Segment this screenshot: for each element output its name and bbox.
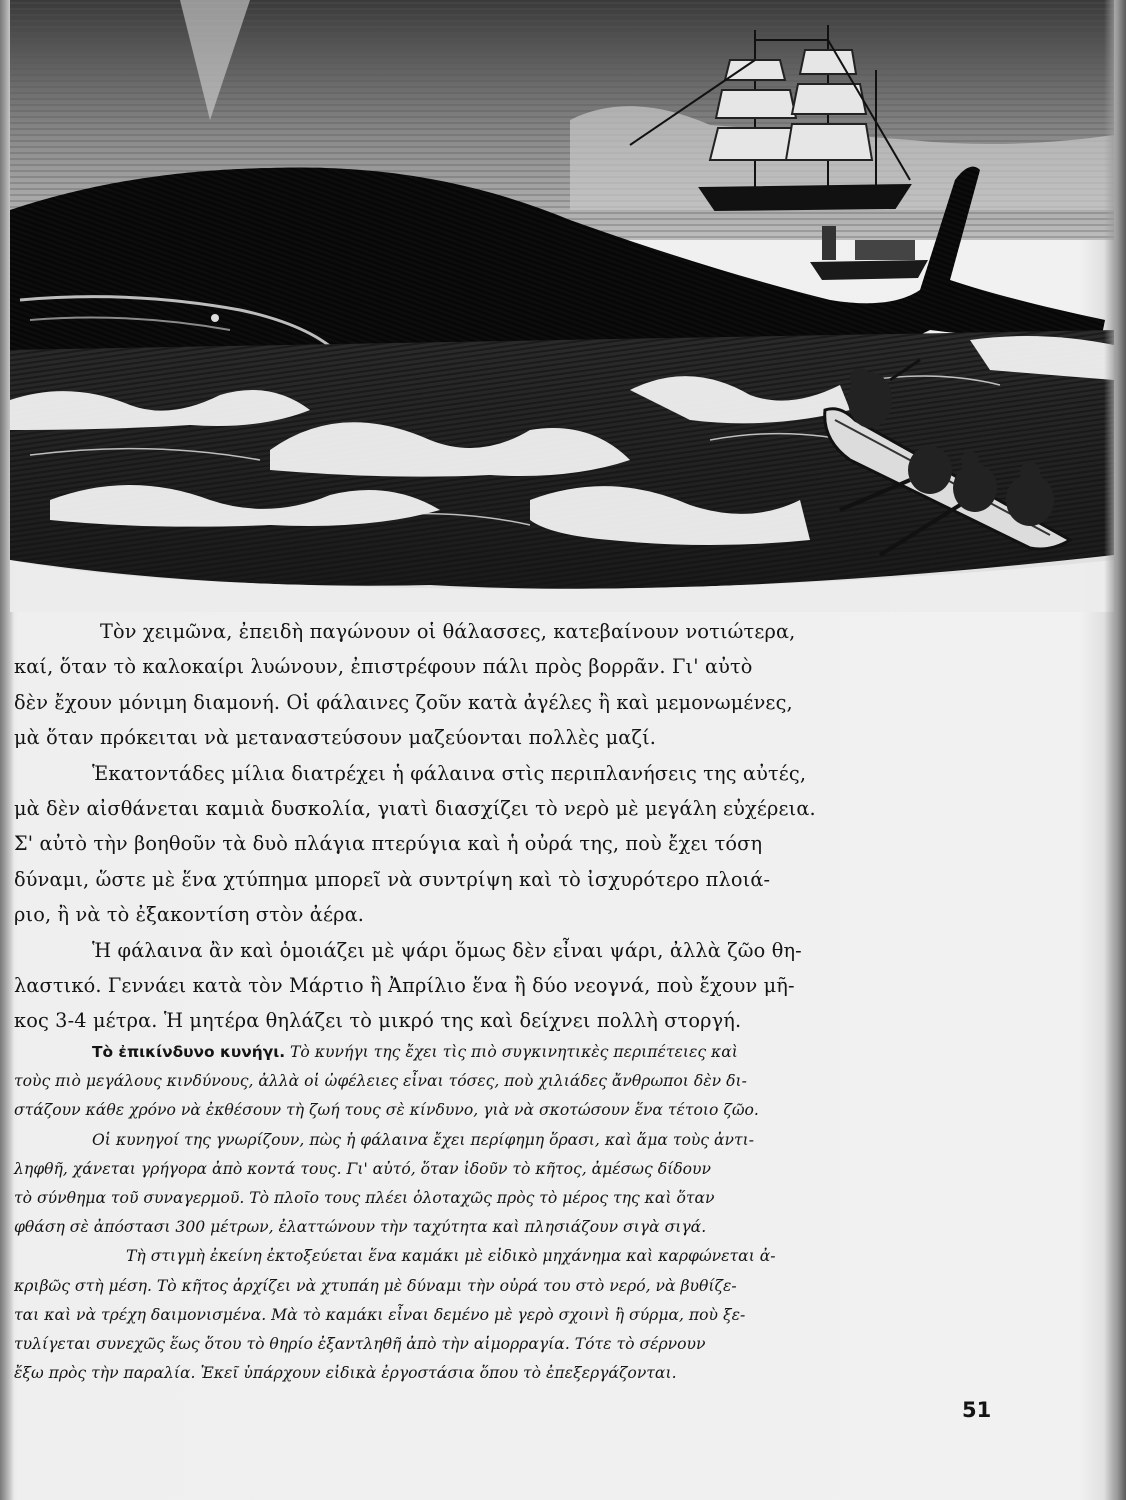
text-line: τοὺς πιὸ μεγάλους κινδύνους, ἀλλὰ οἱ ὠφέλειες εἶναι τόσες, ποὺ χιλιάδες ἄνθρωποι δὲν δι- <box>14 1072 747 1091</box>
text-line: Οἱ κυνηγοί της γνωρίζουν, πὼς ἡ φάλαινα ἔχει περίφημη ὅρασι, καὶ ἅμα τοὺς ἀντι- <box>92 1130 755 1149</box>
text-line: Ἑκατοντάδες μίλια διατρέχει ἡ φάλαινα στὶς περιπλανήσεις της αὐτές, <box>92 761 807 785</box>
engraving-drawing <box>10 0 1114 612</box>
paragraph-6 <box>14 1242 986 1388</box>
text-line <box>14 1038 986 1067</box>
text-line: τυλίγεται συνεχῶς ἕως ὅτου τὸ θηρίο ἐξαντληθῆ ἀπὸ τὴν αἱμορραγία. Τότε τὸ σέρνουν <box>14 1335 706 1354</box>
text-line: φθάση σὲ ἀπόστασι 300 μέτρων, ἐλαττώνουν τὴν ταχύτητα καὶ πλησιάζουν σιγὰ σιγά. <box>14 1218 707 1237</box>
paragraph-5 <box>14 1126 986 1243</box>
text-line: Ἡ φάλαινα ἂν καὶ ὁμοιάζει μὲ ψάρι ὅμως δὲν εἶναι ψάρι, ἀλλὰ ζῶο θη- <box>92 938 802 962</box>
main-text <box>14 612 986 1039</box>
text-line: κος 3-4 μέτρα. Ἡ μητέρα θηλάζει τὸ μικρό της καὶ δείχνει πολλὴ στοργή. <box>14 1009 742 1033</box>
section-heading: Τὸ ἐπικίνδυνο κυνήγι. <box>92 1043 286 1061</box>
paragraph-2 <box>14 756 986 933</box>
paragraph-1 <box>14 614 986 756</box>
text-line: μὰ δὲν αἰσθάνεται καμιὰ δυσκολία, γιατὶ διασχίζει τὸ νερὸ μὲ μεγάλη εὐχέρεια. <box>14 797 816 821</box>
paragraph-4 <box>14 1038 986 1126</box>
whale-hunt-illustration <box>10 0 1114 612</box>
text-line: δὲν ἔχουν μόνιμη διαμονή. Οἱ φάλαινες ζοῦν κατὰ ἀγέλες ἢ καὶ μεμονωμένες, <box>14 690 793 714</box>
text-line: κριβῶς στὴ μέση. Τὸ κῆτος ἀρχίζει νὰ χτυπάη μὲ δύναμι τὴν οὐρά του στὸ νερό, νὰ βυθίζε- <box>14 1276 737 1295</box>
text-line: καί, ὅταν τὸ καλοκαίρι λυώνουν, ἐπιστρέφουν πάλι πρὸς βορρᾶν. Γι' αὐτὸ <box>14 655 753 679</box>
text-line: στάζουν κάθε χρόνο νὰ ἐκθέσουν τὴ ζωή τους σὲ κίνδυνο, γιὰ νὰ σκοτώσουν ἕνα τέτοιο ζῶο. <box>14 1101 759 1120</box>
text-line: ριο, ἢ νὰ τὸ ἐξακοντίση στὸν ἀέρα. <box>14 903 365 927</box>
page-number: 51 <box>962 1398 992 1422</box>
text-line: Τὸν χειμῶνα, ἐπειδὴ παγώνουν οἱ θάλασσες, κατεβαίνουν νοτιώτερα, <box>100 620 796 643</box>
text-line: ἔξω πρὸς τὴν παραλία. Ἐκεῖ ὑπάρχουν εἰδικὰ ἐργοστάσια ὅπου τὸ ἐπεξεργάζονται. <box>14 1364 677 1383</box>
text-line: ται καὶ νὰ τρέχη δαιμονισμένα. Μὰ τὸ καμάκι εἶναι δεμένο μὲ γερὸ σχοινὶ ἢ σύρμα, ποὺ ξε- <box>14 1305 746 1324</box>
text-run: Τὸ κυνήγι της ἔχει τὶς πιὸ συγκινητικὲς περιπέτειες καὶ <box>285 1043 738 1061</box>
text-line: ληφθῆ, χάνεται γρήγορα ἀπὸ κοντά τους. Γι' αὐτό, ὅταν ἰδοῦν τὸ κῆτος, ἀμέσως δίδουν <box>14 1159 711 1178</box>
text-line: λαστικό. Γεννάει κατὰ τὸν Μάρτιο ἢ Ἀπρίλιο ἕνα ἢ δύο νεογνά, ποὺ ἔχουν μῆ- <box>14 974 795 998</box>
text-line: Σ' αὐτὸ τὴν βοηθοῦν τὰ δυὸ πλάγια πτερύγια καὶ ἡ οὐρά της, ποὺ ἔχει τόση <box>14 832 763 856</box>
text-line: μὰ ὅταν πρόκειται νὰ μεταναστεύσουν μαζεύονται πολλὲς μαζί. <box>14 726 657 750</box>
paragraph-3 <box>14 933 986 1039</box>
text-line: Τὴ στιγμὴ ἐκείνη ἐκτοξεύεται ἕνα καμάκι μὲ εἰδικὸ μηχάνημα καὶ καρφώνεται ἀ- <box>126 1247 776 1266</box>
page-edge-shadow <box>1104 0 1126 1500</box>
hunt-section <box>14 1038 986 1388</box>
text-line: τὸ σύνθημα τοῦ συναγερμοῦ. Τὸ πλοῖο τους πλέει ὁλοταχῶς πρὸς τὸ μέρος της καὶ ὅταν <box>14 1189 715 1208</box>
text-line: δύναμι, ὥστε μὲ ἕνα χτύπημα μπορεῖ νὰ συντρίψη καὶ τὸ ἰσχυρότερο πλοιά- <box>14 867 771 891</box>
